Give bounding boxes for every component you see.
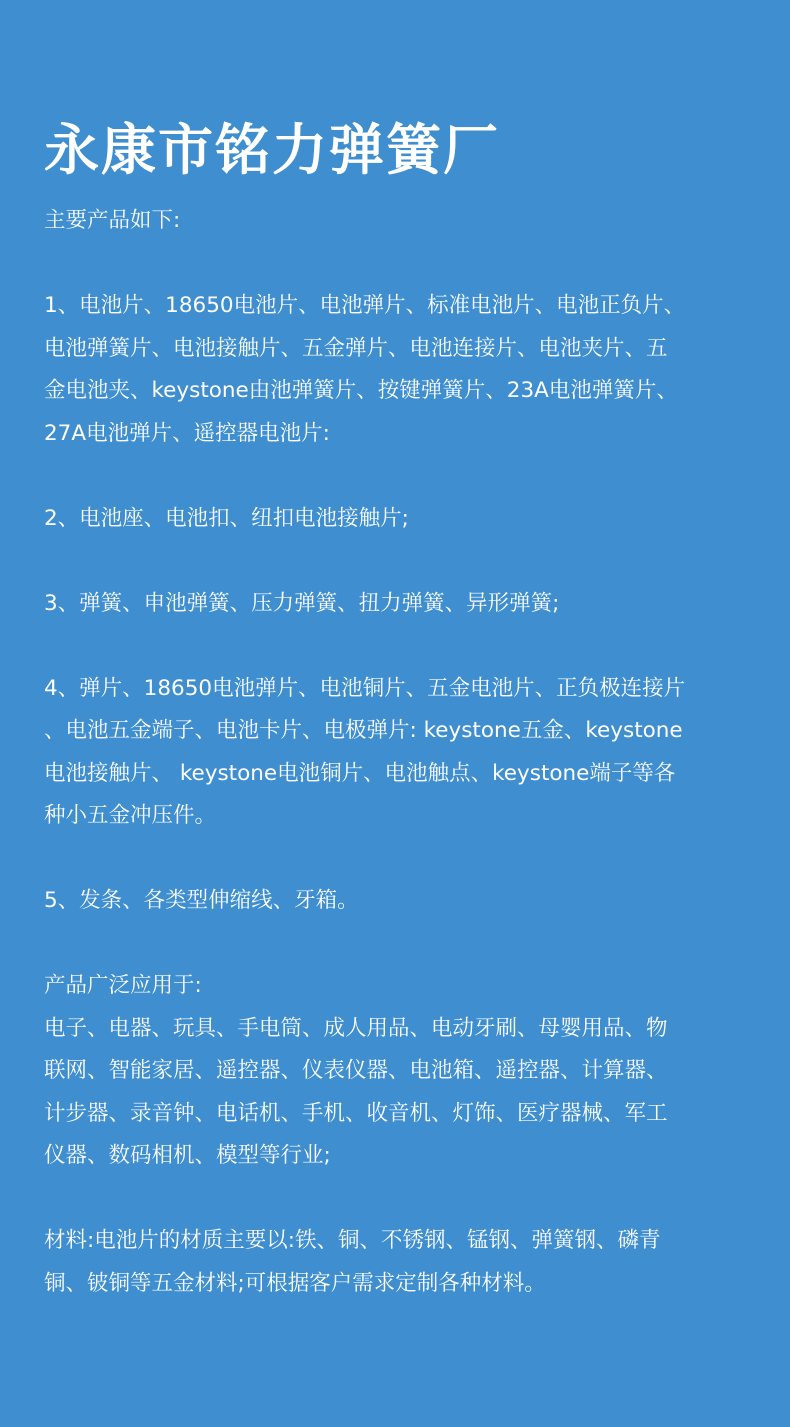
product-item-2: 2、电池座、电池扣、纽扣电池接触片; xyxy=(44,505,409,531)
blank-line xyxy=(44,625,750,668)
applications-heading: 产品广泛应用于: xyxy=(44,973,202,998)
blank-line xyxy=(44,838,750,881)
applications-list: 电子、电器、玩具、手电筒、成人用品、电动牙刷、母婴用品、物 联网、智能家居、遥控器、仪表仪器、电池箱、遥控器、计算器、 计步器、录音钟、电话机、手机、收音机、灯饰、医疗器械、军工 仪器、数码相机、模型等行业; xyxy=(44,1015,668,1168)
product-item-3: 3、弹簧、申池弹簧、压力弹簧、扭力弹簧、异形弹簧; xyxy=(44,590,560,616)
materials-paragraph: 材料:电池片的材质主要以:铁、铜、不锈钢、锰钢、弹簧钢、磷青 铜、铍铜等五金材料;可根据客户需求定制各种材料。 xyxy=(44,1228,661,1296)
product-item-5: 5、发条、各类型伸缩线、牙箱。 xyxy=(44,888,359,913)
product-item-1: 1、电池片、18650电池片、电池弹片、标准电池片、电池正负片、 电池弹簧片、电池接触片、五金弹片、电池连接片、电池夹片、五 金电池夹、keystone由池弹簧片、按键弹簧片、23A电池弹簧片、 27A电池弹片、遥控器电池片: xyxy=(44,293,686,446)
blank-line xyxy=(44,540,750,583)
products-intro: 主要产品如下: xyxy=(44,208,181,233)
product-item-4: 4、弹片、18650电池弹片、电池铜片、五金电池片、正负极连接片 、电池五金端子、电池卡片、电极弹片: keystone五金、keystone 电池接触片、 keystone电池铜片、电池触点、keystone端子等各 种小五金冲压件。 xyxy=(44,675,686,828)
company-title: 永康市铭力弹簧厂 xyxy=(44,118,501,182)
blank-line xyxy=(44,923,750,966)
blank-line xyxy=(44,1178,750,1221)
blank-line xyxy=(44,455,750,498)
blank-line xyxy=(44,243,750,286)
